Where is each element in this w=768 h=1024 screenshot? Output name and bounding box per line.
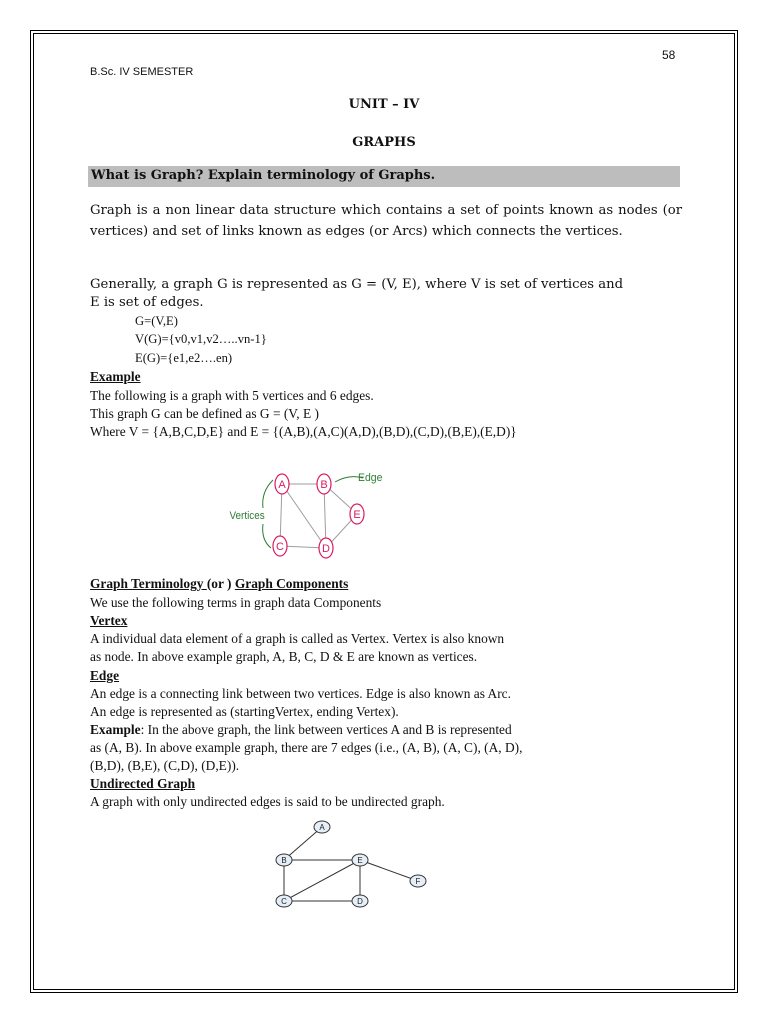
edge-line-1: An edge is a connecting link between two vertices. Edge is also known as Arc. <box>90 686 511 701</box>
example-heading: Example <box>90 369 141 384</box>
representation-line-1: Generally, a graph G is represented as G = (V, E), where V is set of vertices and <box>90 277 624 292</box>
node-f-label: F <box>415 877 421 886</box>
terminology-heading: Graph Terminology <box>90 576 207 591</box>
example-line-1: The following is a graph with 5 vertices and 6 edges. <box>90 388 374 403</box>
undirected-line: A graph with only undirected edges is said to be undirected graph. <box>90 794 445 809</box>
terminology-heading-line <box>90 575 690 592</box>
vertex-b-label: B <box>320 479 328 491</box>
vertices-arrow-down-icon <box>263 524 271 548</box>
vertex-heading: Vertex <box>90 613 128 628</box>
formula-edges: E(G)={e1,e2….en) <box>135 351 233 365</box>
edge-example-line-3: (B,D), (B,E), (C,D), (D,E)). <box>90 758 240 773</box>
vertex-e-label: E <box>353 509 361 521</box>
edge-e-c <box>284 860 360 901</box>
edge-heading: Edge <box>90 668 120 683</box>
vertex-line-2: as node. In above example graph, A, B, C, D & E are known as vertices. <box>90 649 478 664</box>
vertex-d-label: D <box>322 543 330 555</box>
vertices-caption: Vertices <box>229 510 265 523</box>
formula-g: G=(V,E) <box>135 314 178 328</box>
edge-e-f <box>360 860 418 881</box>
example-line-3: Where V = {A,B,C,D,E} and E = {(A,B),(A,C)(A,D),(B,D),(C,D),(B,E),(E,D)} <box>90 424 517 439</box>
undirected-graph-figure <box>265 815 435 915</box>
components-heading: Graph Components <box>234 576 349 591</box>
formula-vertices: V(G)={v0,v1,v2…..vn-1} <box>135 332 267 346</box>
terminology-intro: We use the following terms in graph data Components <box>90 595 382 610</box>
edge-example-line-2: as (A, B). In above example graph, there are 7 edges (i.e., (A, B), (A, C), (A, D), <box>90 740 523 755</box>
node-e-label: E <box>357 856 363 865</box>
edge-caption: Edge <box>358 471 383 485</box>
question-heading: What is Graph? Explain terminology of Graphs. <box>91 168 436 183</box>
chapter-title: GRAPHS <box>352 135 416 150</box>
edge-example-line-1 <box>90 721 690 738</box>
node-b-label: B <box>281 856 287 865</box>
edge-a-b <box>284 827 322 860</box>
node-c-label: C <box>281 897 287 906</box>
graph-definition: Graph is a non linear data structure which contains a set of points known as nodes (or vertices) and set of links known as edges (or Arcs) which connects the vertices. <box>90 203 682 239</box>
example-graph-figure <box>225 462 395 562</box>
vertex-a-label: A <box>278 479 286 491</box>
undirected-heading: Undirected Graph <box>90 776 196 791</box>
edge-example-label: Example <box>90 722 141 737</box>
edge-line-2: An edge is represented as (startingVertex, ending Vertex). <box>90 704 399 719</box>
representation-line-2: E is set of edges. <box>90 295 204 310</box>
node-a-label: A <box>319 823 325 832</box>
vertex-line-1: A individual data element of a graph is called as Vertex. Vertex is also known <box>90 631 505 646</box>
edge-a-d <box>282 484 326 548</box>
course-header: B.Sc. IV SEMESTER <box>90 66 194 78</box>
page-number: 58 <box>662 48 676 62</box>
edge-example-text: : In the above graph, the link between vertices A and B is represented <box>140 722 512 737</box>
node-d-label: D <box>357 897 363 906</box>
unit-title: UNIT – IV <box>348 97 420 112</box>
vertices-arrow-up-icon <box>263 480 273 508</box>
terminology-connector: (or ) <box>206 576 235 591</box>
vertex-c-label: C <box>276 541 284 553</box>
example-line-2: This graph G can be defined as G = (V, E ) <box>90 406 319 421</box>
